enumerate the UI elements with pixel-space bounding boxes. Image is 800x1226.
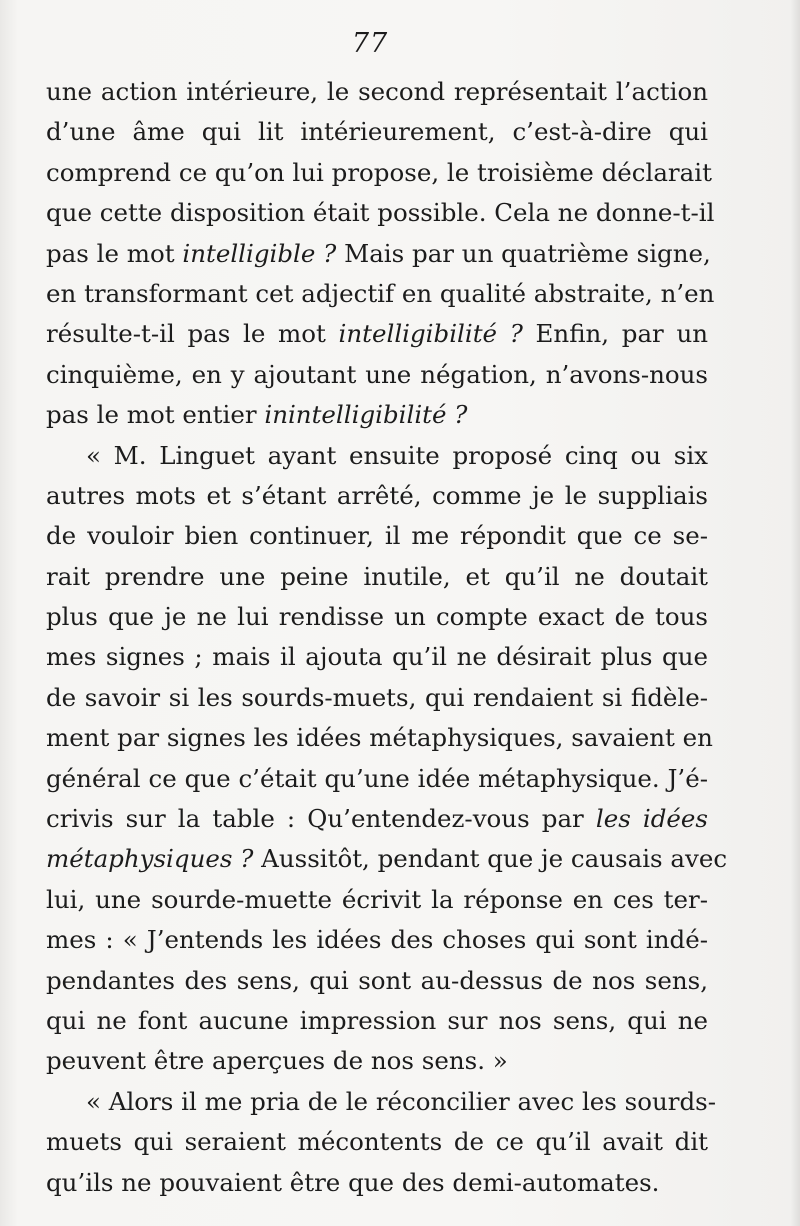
text-line-20	[46, 839, 728, 879]
text-line-16: de savoir si les sourds-muets, qui rendaient si fidèle-	[46, 682, 708, 712]
text-run: crivis sur la table : Qu’entendez-vous par	[46, 804, 596, 834]
text-line-4: que cette disposition était possible. Cela ne donne-t-il	[46, 198, 715, 228]
text-line-13: rait prendre une peine inutile, et qu’il ne doutait	[46, 561, 708, 591]
text-line-9	[46, 395, 708, 435]
text-line-2: d’une âme qui lit intérieurement, c’est-à-dire qui	[46, 117, 708, 147]
text-line-25: peuvent être aperçues de nos sens. »	[46, 1046, 508, 1076]
text-line-17: ment par signes les idées métaphysiques, savaient en	[46, 723, 713, 753]
text-run: Mais par un quatrième signe,	[336, 238, 711, 268]
text-line-10: « M. Linguet ayant ensuite proposé cinq ou six	[86, 440, 708, 470]
italic-term: intelligible ?	[182, 238, 337, 268]
text-line-11: autres mots et s’étant arrêté, comme je le suppliais	[46, 480, 708, 510]
italic-term: intelligibilité ?	[338, 319, 523, 349]
text-run: pas le mot entier	[46, 400, 265, 430]
text-line-18: général ce que c’était qu’une idée métaphysique. J’é-	[46, 763, 708, 793]
text-line-7	[46, 314, 708, 354]
text-run: pas le mot	[46, 238, 183, 268]
text-line-24: qui ne font aucune impression sur nos sens, qui ne	[46, 1005, 708, 1035]
text-run: résulte-t-il pas le mot	[46, 319, 339, 349]
text-line-23: pendantes des sens, qui sont au-dessus de nos sens,	[46, 965, 708, 995]
text-line-27: muets qui seraient mécontents de ce qu’il avait dit	[46, 1127, 708, 1157]
page-number: 77	[351, 28, 389, 59]
text-line-26: « Alors il me pria de le réconcilier avec les sourds-	[86, 1086, 717, 1116]
text-line-6: en transformant cet adjectif en qualité abstraite, n’en	[46, 278, 715, 308]
text-line-28: qu’ils ne pouvaient être que des demi-automates.	[46, 1167, 660, 1197]
text-line-12: de vouloir bien continuer, il me répondit que ce se-	[46, 521, 708, 551]
page-edge-shadow	[790, 0, 800, 1226]
text-line-1: une action intérieure, le second représentait l’action	[46, 77, 708, 106]
italic-term: les idées	[595, 804, 708, 834]
text-line-22: mes : « J’entends les idées des choses qui sont indé-	[46, 925, 708, 955]
text-line-19	[46, 799, 708, 839]
text-run: Aussitôt, pendant que je causais avec	[253, 844, 728, 874]
text-line-8: cinquième, en y ajoutant une négation, n’avons-nous	[46, 359, 708, 389]
text-line-14: plus que je ne lui rendisse un compte exact de tous	[46, 602, 708, 632]
text-line-5	[46, 234, 711, 274]
body-text	[46, 72, 728, 1203]
italic-term: métaphysiques ?	[46, 844, 254, 874]
italic-term: inintelligibilité ?	[264, 400, 468, 430]
text-line-15: mes signes ; mais il ajouta qu’il ne désirait plus que	[46, 642, 708, 672]
text-line-3: comprend ce qu’on lui propose, le troisième déclarait	[46, 157, 712, 187]
text-run: Enfin, par un	[522, 319, 708, 349]
text-line-21: lui, une sourde-muette écrivit la réponse en ces ter-	[46, 884, 708, 914]
